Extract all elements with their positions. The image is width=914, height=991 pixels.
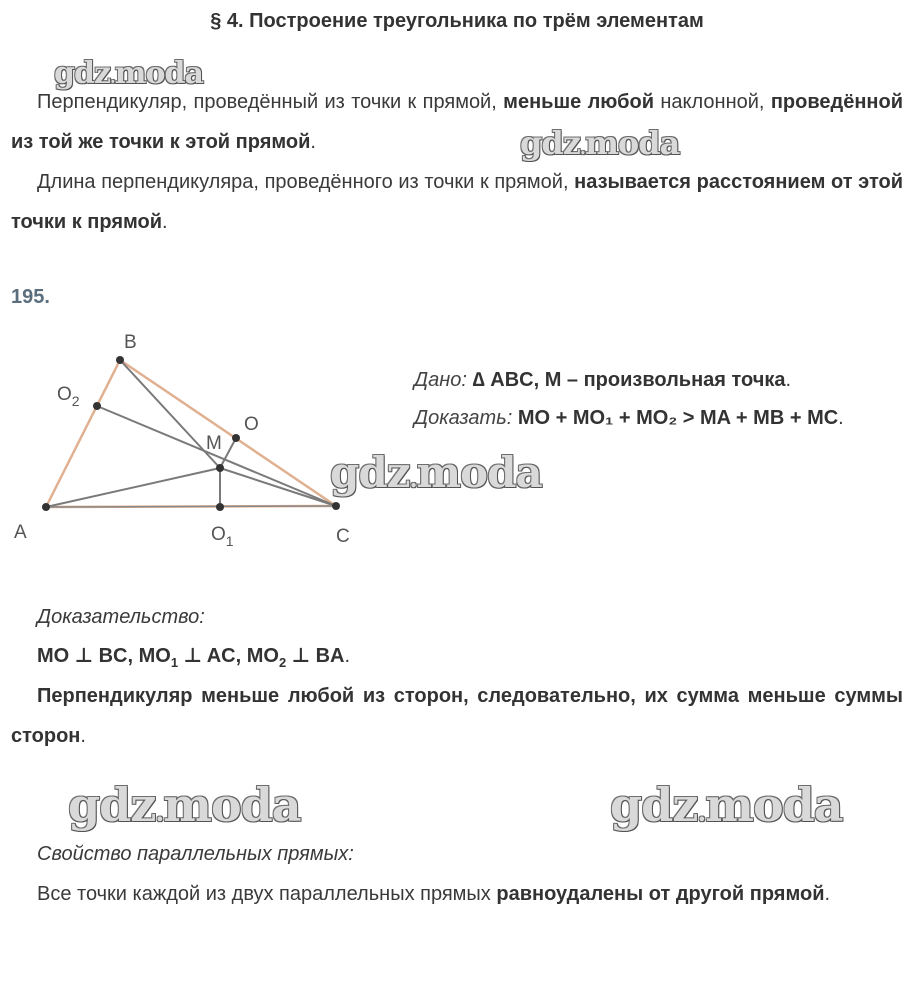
theory-paragraph-2 (11, 162, 903, 242)
watermark-5: gdz.moda (610, 778, 843, 832)
theory-text: . (162, 211, 168, 233)
prove-line: Доказать: MO + MO₁ + MO₂ > MA + MB + MC. (414, 407, 844, 429)
label-c: C (336, 526, 350, 547)
given-text: ∆ ABC, M – произвольная точка (472, 369, 786, 391)
section-title: § 4. Построение треугольника по трём элементам (210, 10, 704, 32)
point-b (116, 356, 124, 364)
segment-am (46, 468, 220, 507)
label-m: M (206, 433, 222, 454)
theory-text: Длина перпендикуляра, проведённого из точки к прямой, (37, 171, 575, 193)
theory-text: Перпендикуляр, проведённый из точки к прямой, (37, 91, 504, 113)
label-b: B (124, 332, 137, 353)
theory-text: наклонной, (654, 91, 771, 113)
theory-bold: проведённой из той же точки к этой прямой (11, 91, 903, 153)
proof-line-1: MO ⊥ BC, $MO_1$ ⊥ AC, $MO_2$ ⊥ BA. (37, 645, 351, 670)
inner-segments (46, 360, 336, 507)
theory-paragraph-1 (11, 82, 903, 162)
label-o: O (244, 414, 259, 435)
property-heading: Свойство параллельных прямых: (37, 843, 354, 865)
watermark-3: gdz.moda (330, 448, 542, 497)
theory-bold: меньше любой (503, 91, 654, 113)
proof-heading: Доказательство: (37, 606, 205, 628)
segment-bm (120, 360, 220, 468)
watermark-4: gdz.moda (68, 778, 301, 832)
point-c (332, 502, 340, 510)
theory-text: . (310, 131, 316, 153)
segment-mc (220, 468, 336, 506)
triangle-figure (0, 320, 400, 560)
prove-text: MO + MO₁ + MO₂ > MA + MB + MC (517, 407, 839, 429)
given-line: Дано: ∆ ABC, M – произвольная точка. (414, 369, 792, 391)
property-text: Все точки каждой из двух параллельных прямых равноудалены от другой прямой. (37, 883, 831, 905)
point-o1 (216, 503, 224, 511)
point-o2 (93, 402, 101, 410)
side-ab (46, 360, 120, 507)
label-o2: $O_2$ (57, 384, 80, 409)
segment-o2c (97, 406, 336, 506)
theory-bold: называется расстоянием от этой точки к прямой (11, 171, 903, 233)
point-m (216, 464, 224, 472)
point-a (42, 503, 50, 511)
point-o (232, 434, 240, 442)
prove-label: Доказать: (414, 407, 513, 429)
proof-line-2: Перпендикуляр меньше любой из сторон, следовательно, их сумма меньше суммы сторон. (11, 685, 903, 747)
watermark-2: gdz.moda (520, 124, 680, 162)
watermark-1: gdz.moda (54, 56, 203, 91)
triangle-sides (46, 360, 336, 507)
label-o1: $O_1$ (211, 524, 234, 549)
points (42, 356, 340, 511)
problem-number: 195. (11, 286, 50, 308)
label-a: A (14, 522, 27, 543)
line-ac-overlay (46, 506, 336, 507)
given-label: Дано: (414, 369, 467, 391)
